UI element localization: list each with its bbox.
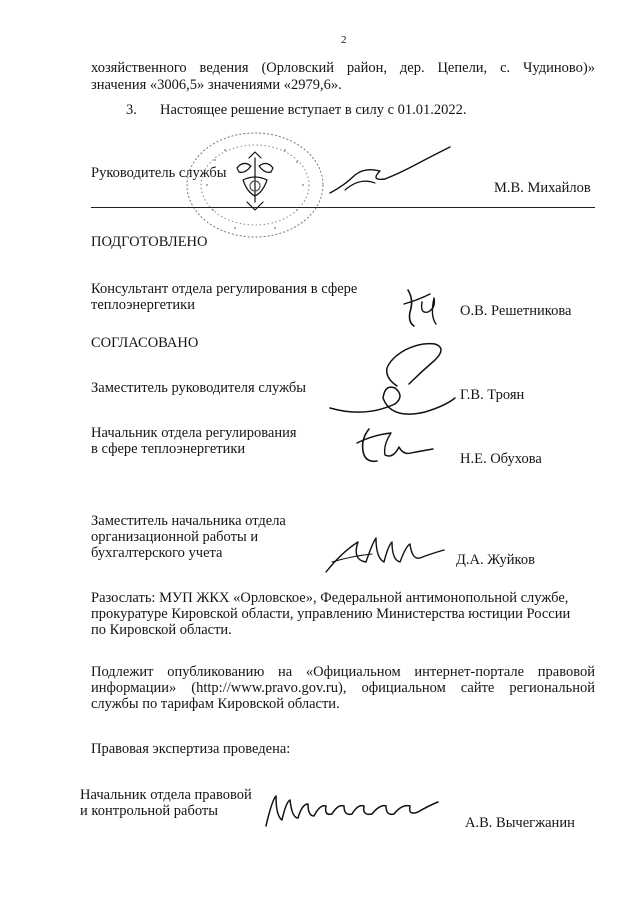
agreed-p3-line-1: Заместитель начальника отдела <box>91 513 286 529</box>
publication-line-2: информации» (http://www.pravo.gov.ru), официальном сайте региональной <box>91 680 595 696</box>
prepared-name: О.В. Решетникова <box>460 303 572 319</box>
agreed-p3-line-3: бухгалтерского учета <box>91 545 223 561</box>
legal-heading: Правовая экспертиза проведена: <box>91 741 291 757</box>
agreed-p1-title: Заместитель руководителя службы <box>91 380 307 396</box>
official-seal-stamp <box>185 130 325 240</box>
agreed-p3-name: Д.А. Жуйков <box>456 552 535 568</box>
agreed-p3-signature <box>322 532 447 580</box>
head-signature <box>325 145 455 200</box>
agreed-p1-name: Г.В. Троян <box>460 387 525 403</box>
prepared-signature <box>400 282 448 330</box>
intro-line-1: хозяйственного ведения (Орловский район, дер. Цепели, с. Чудиново)» <box>91 60 595 76</box>
legal-signature <box>262 790 442 830</box>
head-name: М.В. Михайлов <box>494 180 591 196</box>
distribution-line-3: по Кировской области. <box>91 622 232 638</box>
legal-name: А.В. Вычегжанин <box>465 815 575 831</box>
legal-line-1: Начальник отдела правовой <box>80 787 252 803</box>
agreed-p2-signature <box>355 425 435 467</box>
publication-line-3: службы по тарифам Кировской области. <box>91 696 340 712</box>
signature-divider <box>91 207 595 208</box>
prepared-line-1: Консультант отдела регулирования в сфере <box>91 281 358 297</box>
agreed-heading: СОГЛАСОВАНО <box>91 335 199 351</box>
head-title: Руководитель службы <box>91 165 227 181</box>
prepared-line-2: теплоэнергетики <box>91 297 195 313</box>
legal-line-2: и контрольной работы <box>80 803 218 819</box>
agreed-p2-line-1: Начальник отдела регулирования <box>91 425 297 441</box>
agreed-p1-signature <box>325 338 460 428</box>
publication-line-1: Подлежит опубликованию на «Официальном интернет-портале правовой <box>91 664 595 680</box>
page-number: 2 <box>341 34 347 46</box>
item-3-text: Настоящее решение вступает в силу с 01.01.2022. <box>160 102 467 118</box>
prepared-heading: ПОДГОТОВЛЕНО <box>91 234 208 250</box>
agreed-p2-line-2: в сфере теплоэнергетики <box>91 441 246 457</box>
item-3-number: 3. <box>126 102 137 118</box>
distribution-line-1: Разослать: МУП ЖКХ «Орловское», Федеральной антимонопольной службе, <box>91 590 569 606</box>
agreed-p2-name: Н.Е. Обухова <box>460 451 542 467</box>
agreed-p3-line-2: организационной работы и <box>91 529 259 545</box>
intro-line-2: значения «3006,5» значениями «2979,6». <box>91 77 342 93</box>
distribution-line-2: прокуратуре Кировской области, управлению Министерства юстиции России <box>91 606 571 622</box>
